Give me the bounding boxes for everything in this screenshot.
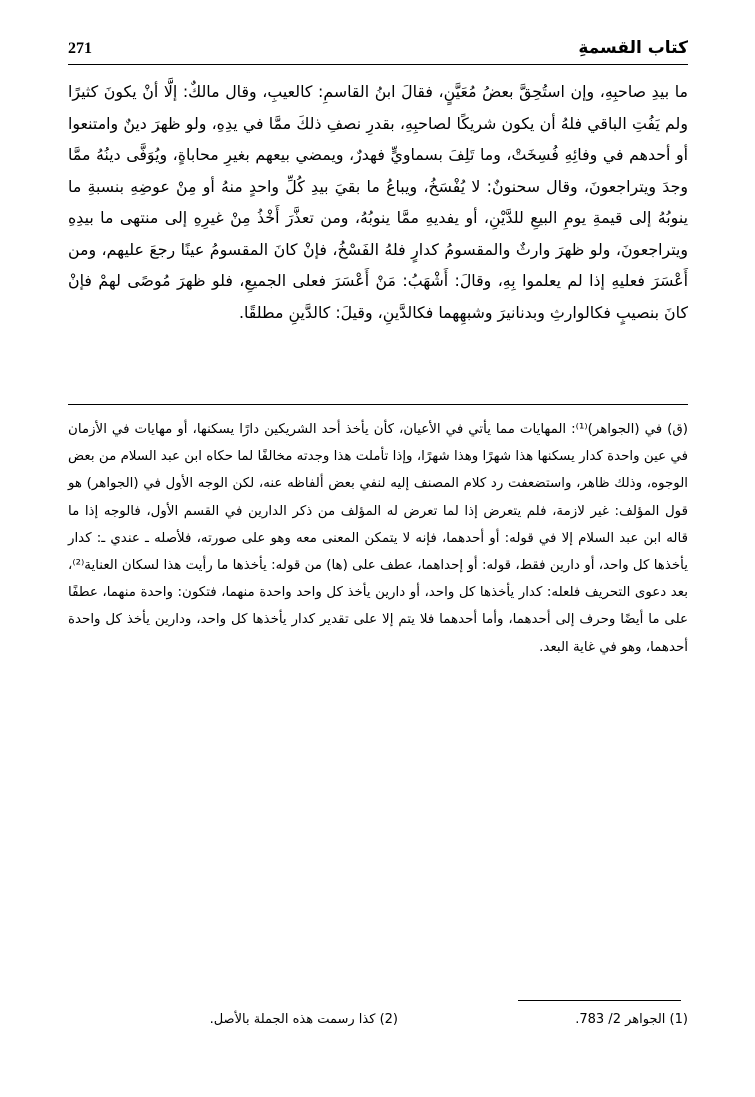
page-header [68,38,688,65]
footnote-2: (2) كذا رسمت هذه الجملة بالأصل. [209,1012,398,1027]
footnotes [68,1012,688,1036]
running-title: كتاب القسمةِ [578,38,688,58]
main-text-block [68,76,688,328]
footnote-divider [518,1000,681,1001]
commentary-block [68,416,688,661]
section-divider [68,404,688,405]
main-paragraph: ما بيدِ صاحبِهِ، وإن استُحِقَّ بعضُ مُعَيَّنٍ، فقالَ ابنُ القاسمِ: كالعيبِ، وقال مالكٌ: إلَّا أنْ يكونَ كثيرًا ولم يَفُتِ الباقي فلهُ أن يكون شريكًا لصاحبِهِ، بقدرِ نصفِ ذلكَ ممَّا في يدِهِ، ولو ظهرَ دينٌ وامتنعوا أو أحدهم في وفائِهِ فُسِخَتْ، وما تَلِفَ بسماويٍّ فهدرٌ، ويمضي بيعهم بغيرِ محاباةٍ، ويُوَفَّى دينُهُ ممَّا وجدَ ويتراجعونَ، وقال سحنونٌ: لا يُفْسَخُ، ويباعُ ما بقيَ بيدِ كُلِّ واحدٍ منهُ أو مِنْ عوضِهِ بنسبةِ ما ينوبُهُ إلى قيمةِ يومِ البيعِ للدَّيْنِ، أو يفديهِ ممَّا ينوبُهُ، ومن تعذَّرَ أَخْذُ مِنْ غيرِهِ إلى منتهى ما بيدِهِ ويتراجعونَ، ولو ظهرَ وارثٌ والمقسومُ كدارٍ فلهُ الفَسْخُ، فإنْ كانَ المقسومُ عينًا رجعَ عليهم، ومن أَعْسَرَ فعليهِ إذا لم يعلموا بِهِ، وقالَ: أَشْهَبُ: مَنْ أَعْسَرَ فعلى الجميعِ، فلو ظهرَ مُوصًى لهمْ فإنْ كانَ بنصيبٍ فكالوارثِ وبدنانيرَ وشبهِهما فكالدَّينِ، وقيلَ: كالدَّينِ مطلقًا. [68,82,688,322]
footnote-1: (1) الجواهر 2/ 783. [575,1012,688,1027]
commentary-paragraph: (ق) في (الجواهر)⁽¹⁾: المهايات مما يأتي في الأعيان، كأن يأخذ أحد الشريكين دارًا يسكنها، أو مهايات في الأزمان في عين واحدة كدار يسكنها هذا شهرًا وهذا شهرًا، وإذا تأملت هذا وجدته مخالفًا لما حكاه ابن عبد السلام من بعض الوجوه، وذلك ظاهر، واستضعفت رد كلام المصنف إليه لنفي بعض ألفاظه عنه، لكن الوجه الأول في (الجواهر) هو قول المؤلف: غير لازمة، فلم يتعرض إذا لما تعرض له المؤلف من ذكر الدارين في القسم الأول، فالوجه إذا ما قاله ابن عبد السلام إلا في قوله: أو أحدهما، فإنه لا يتمكن المعنى معه وهو على صورته، فلأصله ـ عندي ـ: كدار يأخذها كل واحد، أو دارين فقط، قوله: أو إحداهما، عطف على (ها) من قوله: يأخذها ما رأيت هذا لسكان العناية⁽²⁾، بعد دعوى التحريف فلعله: كدار يأخذها كل واحد، أو دارين يأخذ كل واحد واحدة منهما، فتكون: واحدة منهما، عطفًا على ما أيضًا وحرف إلى أحدهما، وأما أحدهما فلا يتم إلا على تقدير كدار يأخذها كل واحد، ودارين يأخذ كل واحدة أحدهما، وهو في غاية البعد. [68,422,688,655]
page-number: 271 [68,40,92,57]
